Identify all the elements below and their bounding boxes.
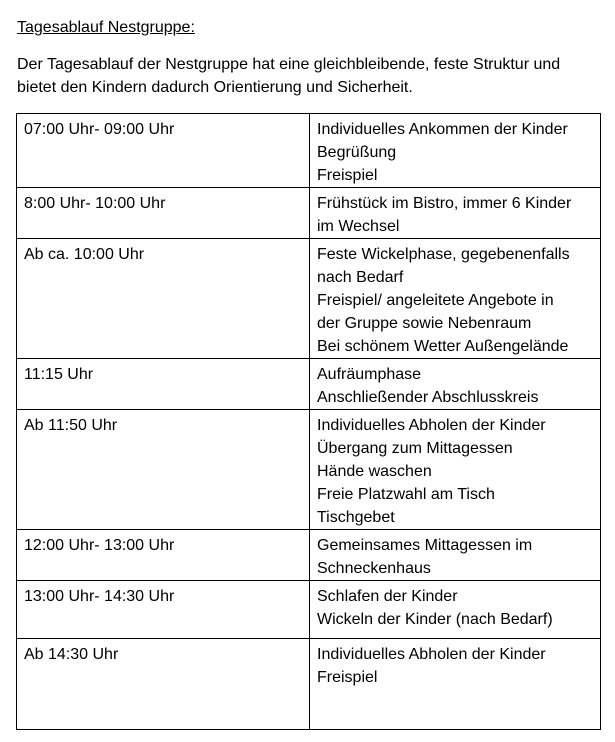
activity-line: Hände waschen <box>317 463 432 480</box>
activity-line: Individuelles Abholen der Kinder <box>317 646 546 663</box>
schedule-table <box>16 113 601 730</box>
activity-line: Freie Platzwahl am Tisch <box>317 486 495 503</box>
table-row <box>17 639 601 730</box>
activity-line: Freispiel <box>317 167 378 184</box>
intro-line: Der Tagesablauf der Nestgruppe hat eine gleichbleibende, feste Struktur und <box>17 56 561 73</box>
activity-line: Aufräumphase <box>317 366 422 383</box>
activity-line: Schneckenhaus <box>317 560 431 577</box>
activity-line: Gemeinsames Mittagessen im <box>317 537 533 554</box>
activity-cell <box>310 359 601 410</box>
intro-line: bietet den Kindern dadurch Orientierung und Sicherheit. <box>17 79 413 96</box>
time-cell: 13:00 Uhr- 14:30 Uhr <box>17 581 310 639</box>
activity-line: Individuelles Ankommen der Kinder <box>317 121 568 138</box>
table-row <box>17 239 601 359</box>
activity-line: Feste Wickelphase, gegebenenfalls <box>317 246 570 263</box>
activity-line: nach Bedarf <box>317 269 404 286</box>
time-cell: 12:00 Uhr- 13:00 Uhr <box>17 530 310 581</box>
activity-cell <box>310 530 601 581</box>
time-cell: 07:00 Uhr- 09:00 Uhr <box>17 114 310 188</box>
time-cell: 8:00 Uhr- 10:00 Uhr <box>17 188 310 239</box>
table-row <box>17 581 601 639</box>
time-cell: Ab 14:30 Uhr <box>17 639 310 730</box>
activity-cell <box>310 639 601 730</box>
time-cell: 11:15 Uhr <box>17 359 310 410</box>
document-title: Tagesablauf Nestgruppe: <box>17 19 195 36</box>
time-cell: Ab 11:50 Uhr <box>17 410 310 530</box>
activity-cell <box>310 410 601 530</box>
activity-line: der Gruppe sowie Nebenraum <box>317 315 532 332</box>
intro-paragraph <box>17 53 607 99</box>
table-row <box>17 359 601 410</box>
time-cell: Ab ca. 10:00 Uhr <box>17 239 310 359</box>
activity-line: Frühstück im Bistro, immer 6 Kinder <box>317 195 572 212</box>
activity-line: Individuelles Abholen der Kinder <box>317 417 546 434</box>
activity-line: Übergang zum Mittagessen <box>317 440 513 457</box>
activity-line: Schlafen der Kinder <box>317 588 458 605</box>
activity-cell <box>310 114 601 188</box>
activity-cell <box>310 581 601 639</box>
activity-line: Begrüßung <box>317 144 397 161</box>
activity-cell <box>310 239 601 359</box>
table-row <box>17 114 601 188</box>
activity-line: Wickeln der Kinder (nach Bedarf) <box>317 611 553 628</box>
table-row <box>17 410 601 530</box>
activity-line: im Wechsel <box>317 218 400 235</box>
table-row <box>17 530 601 581</box>
activity-line: Freispiel <box>317 669 378 686</box>
activity-line: Freispiel/ angeleitete Angebote in <box>317 292 554 309</box>
activity-cell <box>310 188 601 239</box>
table-row <box>17 188 601 239</box>
activity-line: Anschließender Abschlusskreis <box>317 389 539 406</box>
activity-line: Bei schönem Wetter Außengelände <box>317 338 569 355</box>
activity-line: Tischgebet <box>317 509 395 526</box>
